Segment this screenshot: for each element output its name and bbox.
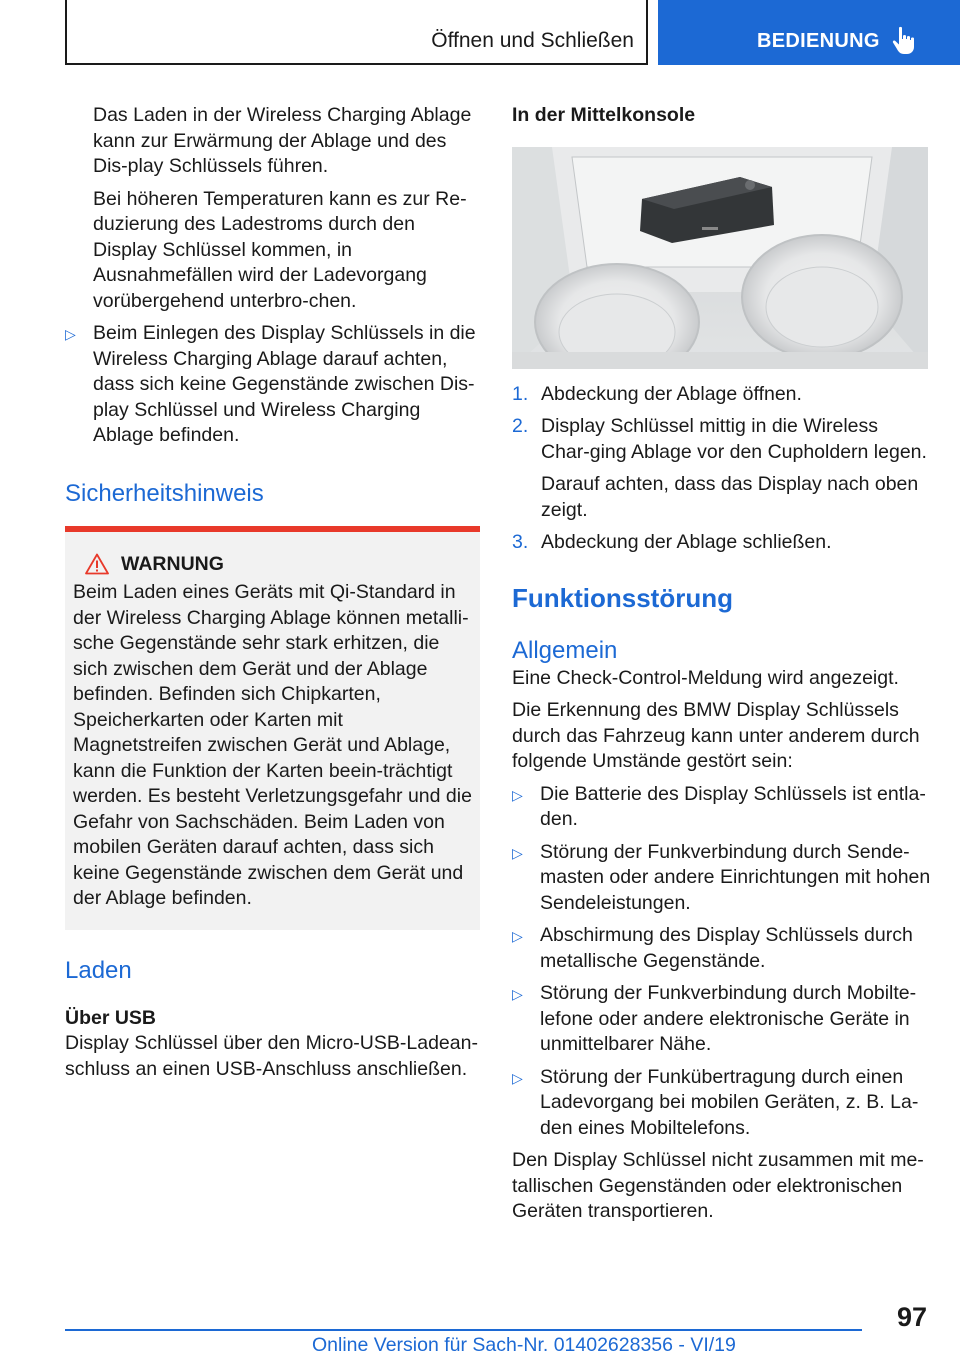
step-number: 2. <box>512 415 529 437</box>
warning-text: Beim Laden eines Geräts mit Qi-Standard in der Wireless Charging Ablage können metalli-sche Gegenstände sehr stark erhitzen, die sich zwischen dem Gerät und der Ablage befinden. Befinden sich Chipkarten, Speicherkarten oder Karten mit Magnetstreifen zwischen Gerät und Ablage, kann die Funktion der Karten beein-trächtigt werden. Es besteht Verletzungsgefahr und die Gefahr von Sachschäden. Beim Laden von mobilen Geräten darauf achten, dass sich keine Gegenstände zwischen dem Gerät und der Ablage befinden. <box>73 581 472 909</box>
bullet-triangle-icon: ▷ <box>512 844 523 861</box>
warning-box <box>65 526 480 930</box>
step-item <box>512 530 932 556</box>
heading-general: Allgemein <box>512 636 618 664</box>
heading-usb: Über USB <box>65 1006 157 1029</box>
list-item-text: Störung der Funkverbindung durch Sende-masten oder andere Einrichtungen mit hohen Sendeleistungen. <box>540 840 931 914</box>
bullet-triangle-icon: ▷ <box>512 928 523 944</box>
bullet-triangle-icon: ▷ <box>512 786 523 803</box>
step-text: Abdeckung der Ablage schließen. <box>541 531 832 553</box>
list-item-text: Die Batterie des Display Schlüssels ist entla-den. <box>540 782 926 830</box>
list-item-text: Störung der Funkübertragung durch einen Ladevorgang bei mobilen Geräten, z. B. La-den eines Mobiltelefons. <box>540 1065 919 1139</box>
header-chapter-title: BEDIENUNG <box>757 30 880 52</box>
footer-version: Online Version für Sach-Nr. 01402628356 - VI/19 <box>312 1334 736 1356</box>
bullet-triangle-icon: ▷ <box>65 326 76 342</box>
paragraph-charging-current: Bei höheren Temperaturen kann es zur Re-duzierung des Ladestroms durch den Display Schlüssel kommen, in Ausnahmefällen wird der Ladevorgang vorübergehend unterbro-chen. <box>93 187 467 312</box>
footer-divider <box>65 1329 862 1331</box>
step-number: 1. <box>512 382 529 405</box>
step-item <box>512 414 932 465</box>
heading-malfunction: Funktionsstörung <box>512 582 733 613</box>
list-item <box>512 923 932 974</box>
list-item-text: Störung der Funkverbindung durch Mobilte-lefone oder andere elektronische Geräte in unmittelbarer Nähe. <box>540 982 917 1055</box>
list-item <box>512 782 932 833</box>
heading-center-console: In der Mittelkonsole <box>512 104 696 126</box>
paragraph-heating: Das Laden in der Wireless Charging Ablage kann zur Erwärmung der Ablage und des Dis-play Schlüssels führen. <box>93 104 472 177</box>
page-number: 97 <box>896 1302 927 1332</box>
warning-title: WARNUNG <box>121 552 224 575</box>
warning-triangle-icon <box>85 553 109 575</box>
heading-safety: Sicherheitshinweis <box>65 479 264 507</box>
header-chapter-tab <box>658 0 960 65</box>
paragraph-check-control: Eine Check-Control-Meldung wird angezeigt. <box>512 666 899 689</box>
paragraph-transport: Den Display Schlüssel nicht zusammen mit me-tallischen Gegenständen oder elektronischen Geräten transportieren. <box>512 1149 924 1222</box>
step-note: Darauf achten, dass das Display nach oben zeigt. <box>541 473 919 521</box>
list-item <box>65 321 480 449</box>
paragraph-detection: Die Erkennung des BMW Display Schlüssels durch das Fahrzeug kann unter anderem durch folgende Umstände gestört sein: <box>512 699 920 772</box>
center-console-photo <box>512 147 928 369</box>
warning-title-row <box>73 552 472 578</box>
bullet-triangle-icon: ▷ <box>512 1069 523 1086</box>
list-item-text: Beim Einlegen des Display Schlüssels in die Wireless Charging Ablage darauf achten, dass sich keine Gegenstände zwischen Dis-play Schlüssel und Wireless Charging Ablage befinden. <box>93 322 476 446</box>
bullet-triangle-icon: ▷ <box>512 986 523 1002</box>
list-item-text: Abschirmung des Display Schlüssels durch metallische Gegenstände. <box>540 924 913 972</box>
heading-charging: Laden <box>65 956 132 984</box>
list-item <box>512 981 932 1058</box>
step-number: 3. <box>512 531 529 553</box>
step-text: Display Schlüssel mittig in die Wireless Char-ging Ablage vor den Cupholdern legen. <box>541 415 927 463</box>
header-section-tab <box>65 0 648 65</box>
step-text: Abdeckung der Ablage öffnen. <box>541 382 802 405</box>
step-item <box>512 382 932 408</box>
paragraph-usb: Display Schlüssel über den Micro-USB-Ladean-schluss an einen USB-Anschluss anschließen. <box>65 1032 478 1080</box>
right-column <box>512 103 932 1232</box>
header-section-title: Öffnen und Schließen <box>431 29 634 52</box>
left-column <box>65 103 480 1089</box>
pointing-hand-icon <box>890 26 916 56</box>
list-item <box>512 1065 932 1142</box>
list-item <box>512 840 932 917</box>
